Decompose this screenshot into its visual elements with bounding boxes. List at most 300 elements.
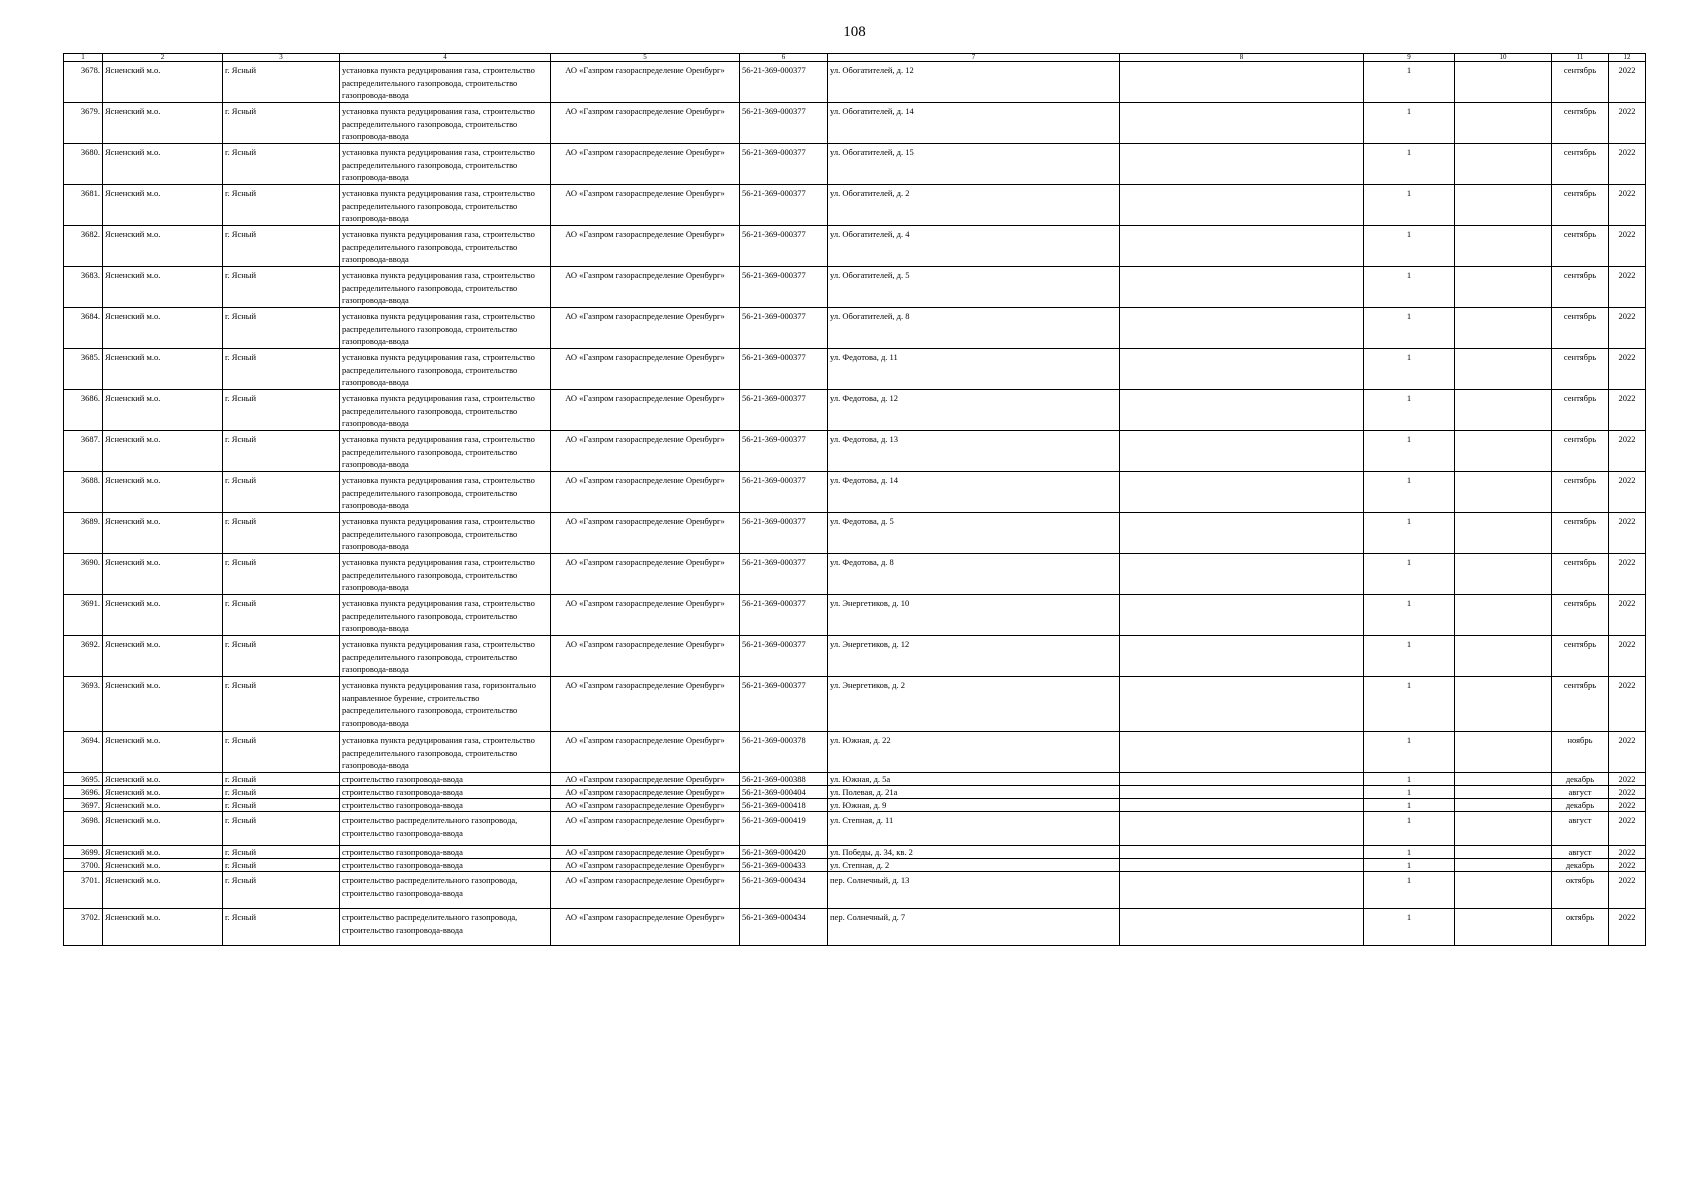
row-number-cell: 3684.	[64, 308, 103, 349]
column-10-cell	[1455, 846, 1552, 859]
settlement-cell: г. Ясный	[223, 472, 340, 513]
works-description-cell: установка пункта редуцирования газа, строительство распределительного газопровода, строительство газопровода-ввода	[340, 349, 551, 390]
row-number-cell: 3681.	[64, 185, 103, 226]
municipality-cell: Ясненский м.о.	[103, 786, 223, 799]
program-code-cell: 56-21-369-000377	[740, 636, 828, 677]
quantity-cell: 1	[1364, 349, 1455, 390]
column-8-cell	[1120, 909, 1364, 946]
table-row	[64, 62, 1646, 103]
municipality-cell: Ясненский м.о.	[103, 677, 223, 732]
table-row	[64, 226, 1646, 267]
operator-cell: АО «Газпром газораспределение Оренбург»	[551, 103, 740, 144]
year-cell: 2022	[1609, 786, 1646, 799]
settlement-cell: г. Ясный	[223, 846, 340, 859]
works-description-cell: строительство распределительного газопровода, строительство газопровода-ввода	[340, 909, 551, 946]
table-row	[64, 595, 1646, 636]
settlement-cell: г. Ясный	[223, 554, 340, 595]
column-number: 9	[1364, 54, 1455, 62]
quantity-cell: 1	[1364, 677, 1455, 732]
operator-cell: АО «Газпром газораспределение Оренбург»	[551, 636, 740, 677]
year-cell: 2022	[1609, 513, 1646, 554]
table-row	[64, 812, 1646, 846]
column-10-cell	[1455, 595, 1552, 636]
row-number-cell: 3692.	[64, 636, 103, 677]
row-number-cell: 3698.	[64, 812, 103, 846]
municipality-cell: Ясненский м.о.	[103, 846, 223, 859]
month-cell: август	[1552, 846, 1609, 859]
gasification-table	[63, 53, 1646, 946]
operator-cell: АО «Газпром газораспределение Оренбург»	[551, 472, 740, 513]
row-number-cell: 3697.	[64, 799, 103, 812]
quantity-cell: 1	[1364, 185, 1455, 226]
quantity-cell: 1	[1364, 513, 1455, 554]
works-description-cell: строительство газопровода-ввода	[340, 846, 551, 859]
month-cell: сентябрь	[1552, 390, 1609, 431]
table-row	[64, 472, 1646, 513]
works-description-cell: установка пункта редуцирования газа, строительство распределительного газопровода, строительство газопровода-ввода	[340, 390, 551, 431]
month-cell: сентябрь	[1552, 677, 1609, 732]
year-cell: 2022	[1609, 431, 1646, 472]
address-cell: ул. Южная, д. 22	[828, 732, 1120, 773]
municipality-cell: Ясненский м.о.	[103, 909, 223, 946]
works-description-cell: строительство газопровода-ввода	[340, 799, 551, 812]
column-10-cell	[1455, 431, 1552, 472]
program-code-cell: 56-21-369-000377	[740, 554, 828, 595]
row-number-cell: 3683.	[64, 267, 103, 308]
operator-cell: АО «Газпром газораспределение Оренбург»	[551, 431, 740, 472]
column-number: 10	[1455, 54, 1552, 62]
program-code-cell: 56-21-369-000377	[740, 308, 828, 349]
column-10-cell	[1455, 226, 1552, 267]
row-number-cell: 3700.	[64, 859, 103, 872]
column-10-cell	[1455, 786, 1552, 799]
month-cell: сентябрь	[1552, 636, 1609, 677]
operator-cell: АО «Газпром газораспределение Оренбург»	[551, 513, 740, 554]
quantity-cell: 1	[1364, 799, 1455, 812]
column-8-cell	[1120, 859, 1364, 872]
row-number-cell: 3682.	[64, 226, 103, 267]
column-8-cell	[1120, 677, 1364, 732]
year-cell: 2022	[1609, 773, 1646, 786]
column-10-cell	[1455, 103, 1552, 144]
quantity-cell: 1	[1364, 812, 1455, 846]
month-cell: ноябрь	[1552, 732, 1609, 773]
quantity-cell: 1	[1364, 872, 1455, 909]
program-code-cell: 56-21-369-000388	[740, 773, 828, 786]
column-10-cell	[1455, 812, 1552, 846]
settlement-cell: г. Ясный	[223, 773, 340, 786]
table-row	[64, 732, 1646, 773]
settlement-cell: г. Ясный	[223, 677, 340, 732]
year-cell: 2022	[1609, 349, 1646, 390]
works-description-cell: установка пункта редуцирования газа, строительство распределительного газопровода, строительство газопровода-ввода	[340, 431, 551, 472]
row-number-cell: 3696.	[64, 786, 103, 799]
year-cell: 2022	[1609, 144, 1646, 185]
table-row	[64, 786, 1646, 799]
program-code-cell: 56-21-369-000433	[740, 859, 828, 872]
quantity-cell: 1	[1364, 786, 1455, 799]
quantity-cell: 1	[1364, 909, 1455, 946]
address-cell: ул. Победы, д. 34, кв. 2	[828, 846, 1120, 859]
municipality-cell: Ясненский м.о.	[103, 799, 223, 812]
works-description-cell: установка пункта редуцирования газа, строительство распределительного газопровода, строительство газопровода-ввода	[340, 103, 551, 144]
column-8-cell	[1120, 267, 1364, 308]
address-cell: ул. Обогатителей, д. 5	[828, 267, 1120, 308]
program-code-cell: 56-21-369-000377	[740, 431, 828, 472]
year-cell: 2022	[1609, 103, 1646, 144]
program-code-cell: 56-21-369-000418	[740, 799, 828, 812]
works-description-cell: строительство газопровода-ввода	[340, 786, 551, 799]
municipality-cell: Ясненский м.о.	[103, 62, 223, 103]
address-cell: пер. Солнечный, д. 7	[828, 909, 1120, 946]
program-code-cell: 56-21-369-000404	[740, 786, 828, 799]
works-description-cell: установка пункта редуцирования газа, строительство распределительного газопровода, строительство газопровода-ввода	[340, 144, 551, 185]
program-code-cell: 56-21-369-000377	[740, 103, 828, 144]
program-code-cell: 56-21-369-000377	[740, 349, 828, 390]
address-cell: ул. Обогатителей, д. 2	[828, 185, 1120, 226]
municipality-cell: Ясненский м.о.	[103, 513, 223, 554]
year-cell: 2022	[1609, 859, 1646, 872]
column-10-cell	[1455, 909, 1552, 946]
table-row	[64, 872, 1646, 909]
address-cell: ул. Степная, д. 11	[828, 812, 1120, 846]
column-8-cell	[1120, 786, 1364, 799]
column-8-cell	[1120, 554, 1364, 595]
program-code-cell: 56-21-369-000377	[740, 226, 828, 267]
municipality-cell: Ясненский м.о.	[103, 773, 223, 786]
program-code-cell: 56-21-369-000378	[740, 732, 828, 773]
year-cell: 2022	[1609, 636, 1646, 677]
works-description-cell: строительство газопровода-ввода	[340, 859, 551, 872]
settlement-cell: г. Ясный	[223, 872, 340, 909]
column-number: 7	[828, 54, 1120, 62]
quantity-cell: 1	[1364, 636, 1455, 677]
quantity-cell: 1	[1364, 62, 1455, 103]
column-8-cell	[1120, 812, 1364, 846]
quantity-cell: 1	[1364, 773, 1455, 786]
table-row	[64, 103, 1646, 144]
year-cell: 2022	[1609, 185, 1646, 226]
operator-cell: АО «Газпром газораспределение Оренбург»	[551, 62, 740, 103]
year-cell: 2022	[1609, 812, 1646, 846]
column-10-cell	[1455, 185, 1552, 226]
program-code-cell: 56-21-369-000420	[740, 846, 828, 859]
column-8-cell	[1120, 472, 1364, 513]
address-cell: ул. Энергетиков, д. 10	[828, 595, 1120, 636]
column-10-cell	[1455, 799, 1552, 812]
column-number-row	[64, 54, 1646, 62]
municipality-cell: Ясненский м.о.	[103, 103, 223, 144]
quantity-cell: 1	[1364, 431, 1455, 472]
year-cell: 2022	[1609, 595, 1646, 636]
operator-cell: АО «Газпром газораспределение Оренбург»	[551, 799, 740, 812]
year-cell: 2022	[1609, 62, 1646, 103]
year-cell: 2022	[1609, 872, 1646, 909]
column-number: 1	[64, 54, 103, 62]
program-code-cell: 56-21-369-000419	[740, 812, 828, 846]
program-code-cell: 56-21-369-000377	[740, 472, 828, 513]
column-10-cell	[1455, 472, 1552, 513]
operator-cell: АО «Газпром газораспределение Оренбург»	[551, 554, 740, 595]
row-number-cell: 3679.	[64, 103, 103, 144]
address-cell: ул. Обогатителей, д. 8	[828, 308, 1120, 349]
column-number: 3	[223, 54, 340, 62]
column-8-cell	[1120, 513, 1364, 554]
month-cell: сентябрь	[1552, 308, 1609, 349]
row-number-cell: 3695.	[64, 773, 103, 786]
year-cell: 2022	[1609, 554, 1646, 595]
quantity-cell: 1	[1364, 144, 1455, 185]
column-number: 11	[1552, 54, 1609, 62]
address-cell: ул. Энергетиков, д. 2	[828, 677, 1120, 732]
table-body	[64, 62, 1646, 946]
column-8-cell	[1120, 308, 1364, 349]
operator-cell: АО «Газпром газораспределение Оренбург»	[551, 677, 740, 732]
works-description-cell: установка пункта редуцирования газа, строительство распределительного газопровода, строительство газопровода-ввода	[340, 513, 551, 554]
month-cell: декабрь	[1552, 773, 1609, 786]
program-code-cell: 56-21-369-000377	[740, 144, 828, 185]
column-10-cell	[1455, 872, 1552, 909]
column-10-cell	[1455, 267, 1552, 308]
operator-cell: АО «Газпром газораспределение Оренбург»	[551, 909, 740, 946]
settlement-cell: г. Ясный	[223, 799, 340, 812]
municipality-cell: Ясненский м.о.	[103, 267, 223, 308]
municipality-cell: Ясненский м.о.	[103, 185, 223, 226]
program-code-cell: 56-21-369-000377	[740, 62, 828, 103]
settlement-cell: г. Ясный	[223, 267, 340, 308]
operator-cell: АО «Газпром газораспределение Оренбург»	[551, 267, 740, 308]
municipality-cell: Ясненский м.о.	[103, 226, 223, 267]
year-cell: 2022	[1609, 677, 1646, 732]
municipality-cell: Ясненский м.о.	[103, 554, 223, 595]
table-row	[64, 267, 1646, 308]
column-8-cell	[1120, 431, 1364, 472]
column-8-cell	[1120, 732, 1364, 773]
municipality-cell: Ясненский м.о.	[103, 595, 223, 636]
address-cell: ул. Полевая, д. 21а	[828, 786, 1120, 799]
month-cell: октябрь	[1552, 872, 1609, 909]
row-number-cell: 3687.	[64, 431, 103, 472]
address-cell: ул. Южная, д. 5а	[828, 773, 1120, 786]
settlement-cell: г. Ясный	[223, 636, 340, 677]
quantity-cell: 1	[1364, 390, 1455, 431]
month-cell: сентябрь	[1552, 185, 1609, 226]
quantity-cell: 1	[1364, 554, 1455, 595]
month-cell: сентябрь	[1552, 554, 1609, 595]
column-8-cell	[1120, 185, 1364, 226]
column-10-cell	[1455, 308, 1552, 349]
year-cell: 2022	[1609, 846, 1646, 859]
month-cell: сентябрь	[1552, 595, 1609, 636]
table-row	[64, 513, 1646, 554]
settlement-cell: г. Ясный	[223, 732, 340, 773]
row-number-cell: 3685.	[64, 349, 103, 390]
works-description-cell: установка пункта редуцирования газа, горизонтально направленное бурение, строительство распределительного газопровода, строительство газопровода-ввода	[340, 677, 551, 732]
row-number-cell: 3689.	[64, 513, 103, 554]
operator-cell: АО «Газпром газораспределение Оренбург»	[551, 226, 740, 267]
column-8-cell	[1120, 390, 1364, 431]
settlement-cell: г. Ясный	[223, 431, 340, 472]
column-10-cell	[1455, 62, 1552, 103]
settlement-cell: г. Ясный	[223, 859, 340, 872]
operator-cell: АО «Газпром газораспределение Оренбург»	[551, 732, 740, 773]
address-cell: ул. Федотова, д. 11	[828, 349, 1120, 390]
column-8-cell	[1120, 62, 1364, 103]
row-number-cell: 3702.	[64, 909, 103, 946]
quantity-cell: 1	[1364, 732, 1455, 773]
settlement-cell: г. Ясный	[223, 308, 340, 349]
column-number: 12	[1609, 54, 1646, 62]
column-number: 2	[103, 54, 223, 62]
table-row	[64, 554, 1646, 595]
quantity-cell: 1	[1364, 859, 1455, 872]
municipality-cell: Ясненский м.о.	[103, 349, 223, 390]
table-row	[64, 677, 1646, 732]
row-number-cell: 3680.	[64, 144, 103, 185]
column-8-cell	[1120, 872, 1364, 909]
column-10-cell	[1455, 144, 1552, 185]
municipality-cell: Ясненский м.о.	[103, 431, 223, 472]
settlement-cell: г. Ясный	[223, 349, 340, 390]
row-number-cell: 3690.	[64, 554, 103, 595]
address-cell: пер. Солнечный, д. 13	[828, 872, 1120, 909]
settlement-cell: г. Ясный	[223, 595, 340, 636]
column-10-cell	[1455, 773, 1552, 786]
works-description-cell: установка пункта редуцирования газа, строительство распределительного газопровода, строительство газопровода-ввода	[340, 636, 551, 677]
column-8-cell	[1120, 103, 1364, 144]
works-description-cell: установка пункта редуцирования газа, строительство распределительного газопровода, строительство газопровода-ввода	[340, 732, 551, 773]
table-row	[64, 909, 1646, 946]
works-description-cell: установка пункта редуцирования газа, строительство распределительного газопровода, строительство газопровода-ввода	[340, 308, 551, 349]
table-row	[64, 185, 1646, 226]
column-10-cell	[1455, 390, 1552, 431]
column-10-cell	[1455, 349, 1552, 390]
works-description-cell: строительство газопровода-ввода	[340, 773, 551, 786]
address-cell: ул. Обогатителей, д. 14	[828, 103, 1120, 144]
address-cell: ул. Федотова, д. 12	[828, 390, 1120, 431]
operator-cell: АО «Газпром газораспределение Оренбург»	[551, 872, 740, 909]
works-description-cell: строительство распределительного газопровода, строительство газопровода-ввода	[340, 872, 551, 909]
address-cell: ул. Федотова, д. 13	[828, 431, 1120, 472]
row-number-cell: 3691.	[64, 595, 103, 636]
program-code-cell: 56-21-369-000377	[740, 595, 828, 636]
operator-cell: АО «Газпром газораспределение Оренбург»	[551, 349, 740, 390]
program-code-cell: 56-21-369-000377	[740, 267, 828, 308]
page-number: 108	[843, 24, 866, 40]
program-code-cell: 56-21-369-000434	[740, 909, 828, 946]
works-description-cell: установка пункта редуцирования газа, строительство распределительного газопровода, строительство газопровода-ввода	[340, 554, 551, 595]
quantity-cell: 1	[1364, 267, 1455, 308]
row-number-cell: 3694.	[64, 732, 103, 773]
month-cell: сентябрь	[1552, 144, 1609, 185]
column-number: 6	[740, 54, 828, 62]
table-row	[64, 846, 1646, 859]
municipality-cell: Ясненский м.о.	[103, 144, 223, 185]
column-10-cell	[1455, 732, 1552, 773]
column-10-cell	[1455, 636, 1552, 677]
quantity-cell: 1	[1364, 595, 1455, 636]
program-code-cell: 56-21-369-000377	[740, 513, 828, 554]
column-8-cell	[1120, 799, 1364, 812]
program-code-cell: 56-21-369-000377	[740, 677, 828, 732]
settlement-cell: г. Ясный	[223, 812, 340, 846]
settlement-cell: г. Ясный	[223, 909, 340, 946]
year-cell: 2022	[1609, 909, 1646, 946]
table-row	[64, 799, 1646, 812]
row-number-cell: 3678.	[64, 62, 103, 103]
municipality-cell: Ясненский м.о.	[103, 472, 223, 513]
operator-cell: АО «Газпром газораспределение Оренбург»	[551, 786, 740, 799]
quantity-cell: 1	[1364, 846, 1455, 859]
column-8-cell	[1120, 144, 1364, 185]
works-description-cell: установка пункта редуцирования газа, строительство распределительного газопровода, строительство газопровода-ввода	[340, 267, 551, 308]
municipality-cell: Ясненский м.о.	[103, 872, 223, 909]
month-cell: август	[1552, 786, 1609, 799]
operator-cell: АО «Газпром газораспределение Оренбург»	[551, 185, 740, 226]
address-cell: ул. Южная, д. 9	[828, 799, 1120, 812]
year-cell: 2022	[1609, 799, 1646, 812]
row-number-cell: 3701.	[64, 872, 103, 909]
operator-cell: АО «Газпром газораспределение Оренбург»	[551, 595, 740, 636]
municipality-cell: Ясненский м.о.	[103, 732, 223, 773]
municipality-cell: Ясненский м.о.	[103, 390, 223, 431]
row-number-cell: 3686.	[64, 390, 103, 431]
year-cell: 2022	[1609, 732, 1646, 773]
settlement-cell: г. Ясный	[223, 103, 340, 144]
column-number: 4	[340, 54, 551, 62]
row-number-cell: 3693.	[64, 677, 103, 732]
column-8-cell	[1120, 773, 1364, 786]
settlement-cell: г. Ясный	[223, 185, 340, 226]
table-row	[64, 308, 1646, 349]
address-cell: ул. Энергетиков, д. 12	[828, 636, 1120, 677]
month-cell: декабрь	[1552, 859, 1609, 872]
year-cell: 2022	[1609, 308, 1646, 349]
program-code-cell: 56-21-369-000377	[740, 185, 828, 226]
operator-cell: АО «Газпром газораспределение Оренбург»	[551, 144, 740, 185]
table-row	[64, 349, 1646, 390]
month-cell: сентябрь	[1552, 103, 1609, 144]
table-row	[64, 390, 1646, 431]
program-code-cell: 56-21-369-000434	[740, 872, 828, 909]
column-8-cell	[1120, 349, 1364, 390]
settlement-cell: г. Ясный	[223, 144, 340, 185]
table-row	[64, 144, 1646, 185]
works-description-cell: установка пункта редуцирования газа, строительство распределительного газопровода, строительство газопровода-ввода	[340, 595, 551, 636]
quantity-cell: 1	[1364, 472, 1455, 513]
municipality-cell: Ясненский м.о.	[103, 859, 223, 872]
column-8-cell	[1120, 595, 1364, 636]
column-number: 5	[551, 54, 740, 62]
address-cell: ул. Федотова, д. 14	[828, 472, 1120, 513]
column-8-cell	[1120, 226, 1364, 267]
works-description-cell: установка пункта редуцирования газа, строительство распределительного газопровода, строительство газопровода-ввода	[340, 226, 551, 267]
table-row	[64, 636, 1646, 677]
operator-cell: АО «Газпром газораспределение Оренбург»	[551, 812, 740, 846]
address-cell: ул. Обогатителей, д. 15	[828, 144, 1120, 185]
municipality-cell: Ясненский м.о.	[103, 812, 223, 846]
works-description-cell: установка пункта редуцирования газа, строительство распределительного газопровода, строительство газопровода-ввода	[340, 62, 551, 103]
table-row	[64, 431, 1646, 472]
year-cell: 2022	[1609, 226, 1646, 267]
address-cell: ул. Степная, д. 2	[828, 859, 1120, 872]
address-cell: ул. Федотова, д. 5	[828, 513, 1120, 554]
month-cell: сентябрь	[1552, 472, 1609, 513]
operator-cell: АО «Газпром газораспределение Оренбург»	[551, 846, 740, 859]
operator-cell: АО «Газпром газораспределение Оренбург»	[551, 390, 740, 431]
settlement-cell: г. Ясный	[223, 786, 340, 799]
month-cell: декабрь	[1552, 799, 1609, 812]
